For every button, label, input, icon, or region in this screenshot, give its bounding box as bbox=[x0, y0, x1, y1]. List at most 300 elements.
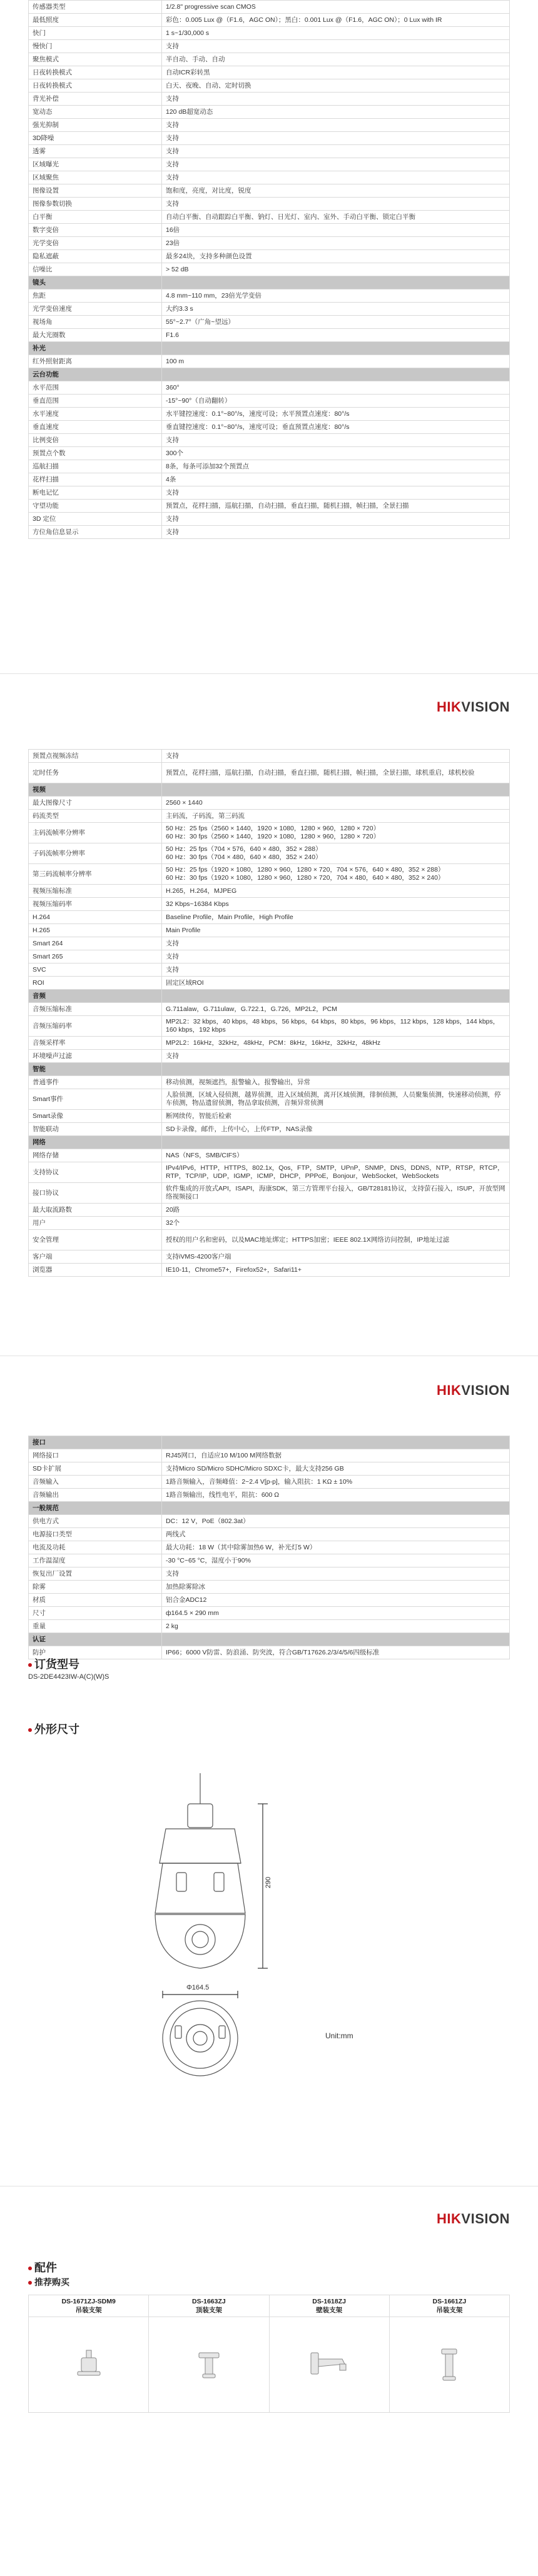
spec-key: 支持协议 bbox=[29, 1162, 162, 1183]
spec-key: 数字变倍 bbox=[29, 224, 162, 237]
spec-value: 23倍 bbox=[162, 237, 510, 250]
spec-key: 供电方式 bbox=[29, 1515, 162, 1528]
spec-value: 铝合金ADC12 bbox=[162, 1594, 510, 1607]
spec-row bbox=[29, 1489, 510, 1502]
spec-key: 最大光圈数 bbox=[29, 329, 162, 342]
spec-category-row bbox=[29, 1502, 510, 1515]
spec-value: 主码流，子码流，第三码流 bbox=[162, 810, 510, 823]
spec-key: 补光 bbox=[29, 342, 162, 355]
spec-category-row bbox=[29, 990, 510, 1003]
spec-value: 授权的用户名和密码，以及MAC地址绑定；HTTPS加密；IEEE 802.1X网络访问控制，IP地址过滤 bbox=[162, 1230, 510, 1250]
spec-key: 预置点个数 bbox=[29, 447, 162, 460]
spec-value: 支持 bbox=[162, 158, 510, 171]
spec-row bbox=[29, 1076, 510, 1089]
spec-value: 支持Micro SD/Micro SDHC/Micro SDXC卡，最大支持256 GB bbox=[162, 1462, 510, 1476]
spec-key: 智能 bbox=[29, 1063, 162, 1076]
spec-key: 视频压缩标准 bbox=[29, 885, 162, 898]
spec-key: 隐私遮蔽 bbox=[29, 250, 162, 263]
spec-key: Smart事件 bbox=[29, 1089, 162, 1110]
spec-row bbox=[29, 1037, 510, 1050]
spec-value: 支持 bbox=[162, 434, 510, 447]
spec-key: 智能联动 bbox=[29, 1123, 162, 1136]
spec-key: 巡航扫描 bbox=[29, 460, 162, 473]
order-heading: 订货型号 bbox=[28, 1656, 79, 1672]
accessory-cell: DS-1663ZJ 顶装支架 bbox=[149, 2295, 269, 2317]
spec-key: 3D 定位 bbox=[29, 513, 162, 526]
spec-row bbox=[29, 316, 510, 329]
spec-value: -30 °C~65 °C，湿度小于90% bbox=[162, 1554, 510, 1567]
accessory-image bbox=[149, 2317, 269, 2413]
spec-row bbox=[29, 1204, 510, 1217]
spec-value: 支持 bbox=[162, 145, 510, 158]
spec-key: SVC bbox=[29, 963, 162, 977]
spec-row bbox=[29, 750, 510, 763]
spec-row bbox=[29, 171, 510, 184]
spec-key: 视频压缩码率 bbox=[29, 898, 162, 911]
spec-category-row bbox=[29, 342, 510, 355]
spec-value bbox=[162, 990, 510, 1003]
spec-key: 网络存储 bbox=[29, 1149, 162, 1162]
spec-value bbox=[162, 1502, 510, 1515]
spec-key: 接口 bbox=[29, 1436, 162, 1449]
spec-row bbox=[29, 329, 510, 342]
spec-value: 支持 bbox=[162, 93, 510, 106]
spec-key: 云台功能 bbox=[29, 368, 162, 381]
spec-row bbox=[29, 1162, 510, 1183]
accessory-image bbox=[389, 2317, 509, 2413]
ceiling-bracket-icon bbox=[70, 2345, 108, 2383]
spec-row bbox=[29, 1528, 510, 1541]
spec-key: 电源接口类型 bbox=[29, 1528, 162, 1541]
spec-value: 白天、夜晚、自动、定时切换 bbox=[162, 79, 510, 93]
spec-value: IE10-11，Chrome57+，Firefox52+，Safari11+ bbox=[162, 1264, 510, 1277]
spec-key: 光学变倍速度 bbox=[29, 303, 162, 316]
spec-row bbox=[29, 1050, 510, 1063]
spec-value: 支持 bbox=[162, 1050, 510, 1063]
spec-value: 预置点，花样扫描，巡航扫描，自动扫描，垂直扫描，随机扫描，帧扫描，全景扫描，球机重启，球机校验 bbox=[162, 763, 510, 783]
spec-row bbox=[29, 1515, 510, 1528]
spec-row bbox=[29, 263, 510, 276]
dim-height: 290 bbox=[265, 1876, 272, 1888]
spec-row bbox=[29, 79, 510, 93]
dim-unit: Unit:mm bbox=[325, 2031, 353, 2040]
spec-row bbox=[29, 158, 510, 171]
spec-row bbox=[29, 823, 510, 843]
spec-key: 音频压缩码率 bbox=[29, 1016, 162, 1037]
spec-key: 快门 bbox=[29, 27, 162, 40]
accessories-heading: 配件 bbox=[28, 2259, 57, 2275]
spec-key: 音频压缩标准 bbox=[29, 1003, 162, 1016]
spec-value: 1路音频输出，线性电平，阻抗：600 Ω bbox=[162, 1489, 510, 1502]
spec-value: 最大功耗：18 W（其中除雾加热6 W，补光灯5 W） bbox=[162, 1541, 510, 1554]
spec-row bbox=[29, 1541, 510, 1554]
spec-row bbox=[29, 1449, 510, 1462]
spec-row bbox=[29, 977, 510, 990]
spec-category-row bbox=[29, 368, 510, 381]
spec-key: H.265 bbox=[29, 924, 162, 937]
spec-key: 最大图像尺寸 bbox=[29, 797, 162, 810]
spec-row bbox=[29, 460, 510, 473]
accessory-image bbox=[29, 2317, 149, 2413]
spec-key: 水平速度 bbox=[29, 408, 162, 421]
spec-key: 3D降噪 bbox=[29, 132, 162, 145]
spec-key: 环境噪声过滤 bbox=[29, 1050, 162, 1063]
spec-value: RJ45网口，自适应10 M/100 M网络数据 bbox=[162, 1449, 510, 1462]
spec-row bbox=[29, 797, 510, 810]
spec-row bbox=[29, 1003, 510, 1016]
spec-row bbox=[29, 526, 510, 539]
spec-key: 光学变倍 bbox=[29, 237, 162, 250]
spec-key: 客户端 bbox=[29, 1250, 162, 1264]
spec-row bbox=[29, 211, 510, 224]
spec-key: 接口协议 bbox=[29, 1183, 162, 1204]
spec-value: F1.6 bbox=[162, 329, 510, 342]
spec-table-2 bbox=[28, 749, 510, 1277]
brand-logo: HIKVISION bbox=[437, 2211, 510, 2226]
spec-value: 自动ICR彩转黑 bbox=[162, 66, 510, 79]
spec-key: 水平范围 bbox=[29, 381, 162, 395]
spec-row bbox=[29, 1462, 510, 1476]
spec-row bbox=[29, 40, 510, 53]
spec-value: 两线式 bbox=[162, 1528, 510, 1541]
spec-row bbox=[29, 14, 510, 27]
spec-row bbox=[29, 1089, 510, 1110]
spec-key: 焦距 bbox=[29, 289, 162, 303]
accessory-image bbox=[269, 2317, 389, 2413]
spec-key: ROI bbox=[29, 977, 162, 990]
spec-key: 信噪比 bbox=[29, 263, 162, 276]
spec-key: 音频 bbox=[29, 990, 162, 1003]
spec-key: H.264 bbox=[29, 911, 162, 924]
spec-value: H.265，H.264，MJPEG bbox=[162, 885, 510, 898]
order-model: DS-2DE4423IW-A(C)(W)S bbox=[28, 1673, 109, 1681]
spec-category-row bbox=[29, 1436, 510, 1449]
spec-row bbox=[29, 1567, 510, 1581]
brand-logo: HIKVISION bbox=[437, 699, 510, 715]
spec-row bbox=[29, 106, 510, 119]
spec-key: 守望功能 bbox=[29, 500, 162, 513]
spec-row bbox=[29, 963, 510, 977]
spec-key: 用户 bbox=[29, 1217, 162, 1230]
spec-value: > 52 dB bbox=[162, 263, 510, 276]
spec-key: 比例变倍 bbox=[29, 434, 162, 447]
spec-row bbox=[29, 911, 510, 924]
spec-row bbox=[29, 1250, 510, 1264]
spec-value: 20路 bbox=[162, 1204, 510, 1217]
spec-value: MP2L2：16kHz，32kHz，48kHz，PCM：8kHz，16kHz，32kHz，48kHz bbox=[162, 1037, 510, 1050]
spec-key: 透雾 bbox=[29, 145, 162, 158]
spec-value: 饱和度，亮度，对比度，锐度 bbox=[162, 184, 510, 198]
spec-value bbox=[162, 1633, 510, 1646]
spec-value: 100 m bbox=[162, 355, 510, 368]
spec-row bbox=[29, 1230, 510, 1250]
spec-value: 50 Hz：25 fps（2560 × 1440，1920 × 1080，1280 × 960，1280 × 720） 60 Hz：30 fps（2560 × 1440，1920 × 1080，1280 × 960，1280 × 720） bbox=[162, 823, 510, 843]
spec-value: 55°~2.7°（广角~望远） bbox=[162, 316, 510, 329]
spec-value: 水平键控速度：0.1°~80°/s，速度可设；水平预置点速度：80°/s bbox=[162, 408, 510, 421]
spec-value: 300个 bbox=[162, 447, 510, 460]
spec-key: 防护 bbox=[29, 1646, 162, 1659]
spec-value: 支持 bbox=[162, 526, 510, 539]
accessory-cell: DS-1671ZJ-SDM9 吊装支架 bbox=[29, 2295, 149, 2317]
spec-value: MP2L2：32 kbps，40 kbps，48 kbps，56 kbps，64 kbps，80 kbps，96 kbps，112 kbps，128 kbps，144 kbps，160 kbps，192 kbps bbox=[162, 1016, 510, 1037]
spec-key: 恢复出厂设置 bbox=[29, 1567, 162, 1581]
spec-key: 视场角 bbox=[29, 316, 162, 329]
spec-key: Smart 265 bbox=[29, 950, 162, 963]
spec-value: 支持 bbox=[162, 513, 510, 526]
spec-key: 工作温湿度 bbox=[29, 1554, 162, 1567]
spec-key: 图像设置 bbox=[29, 184, 162, 198]
spec-value: 8条，每条可添加32个预置点 bbox=[162, 460, 510, 473]
spec-row bbox=[29, 93, 510, 106]
spec-key: 最低照度 bbox=[29, 14, 162, 27]
spec-row bbox=[29, 66, 510, 79]
spec-key: 传感器类型 bbox=[29, 1, 162, 14]
spec-value: 自动白平衡、自动跟踪白平衡、钠灯、日光灯、室内、室外、手动白平衡、锁定白平衡 bbox=[162, 211, 510, 224]
spec-row bbox=[29, 408, 510, 421]
spec-key: 区域曝光 bbox=[29, 158, 162, 171]
spec-key: 垂直速度 bbox=[29, 421, 162, 434]
spec-value: 支持 bbox=[162, 40, 510, 53]
spec-value: 支持 bbox=[162, 1567, 510, 1581]
spec-row bbox=[29, 395, 510, 408]
spec-value: 120 dB超宽动态 bbox=[162, 106, 510, 119]
spec-row bbox=[29, 421, 510, 434]
spec-value: 移动侦测，视频遮挡，报警输入，报警输出，异常 bbox=[162, 1076, 510, 1089]
spec-key: 主码流帧率分辨率 bbox=[29, 823, 162, 843]
spec-row bbox=[29, 289, 510, 303]
spec-value: 预置点，花样扫描，巡航扫描，自动扫描，垂直扫描，随机扫描，帧扫描，全景扫描 bbox=[162, 500, 510, 513]
spec-row bbox=[29, 1476, 510, 1489]
spec-key: 电流及功耗 bbox=[29, 1541, 162, 1554]
dimensions-heading: 外形尺寸 bbox=[28, 1721, 79, 1737]
spec-value: 最多24块，支持多种颜色设置 bbox=[162, 250, 510, 263]
spec-key: 日夜转换模式 bbox=[29, 66, 162, 79]
spec-row bbox=[29, 1183, 510, 1204]
spec-table-1 bbox=[28, 0, 510, 539]
spec-row bbox=[29, 1123, 510, 1136]
spec-value: 360° bbox=[162, 381, 510, 395]
spec-key: 垂直范围 bbox=[29, 395, 162, 408]
spec-value: 支持iVMS-4200客户端 bbox=[162, 1250, 510, 1264]
spec-key: 第三码流帧率分辨率 bbox=[29, 864, 162, 885]
spec-value: 支持 bbox=[162, 132, 510, 145]
spec-row bbox=[29, 473, 510, 486]
spec-category-row bbox=[29, 1136, 510, 1149]
spec-row bbox=[29, 1149, 510, 1162]
spec-row bbox=[29, 500, 510, 513]
spec-key: 一般规范 bbox=[29, 1502, 162, 1515]
spec-value: 1/2.8" progressive scan CMOS bbox=[162, 1, 510, 14]
spec-row bbox=[29, 924, 510, 937]
spec-row bbox=[29, 864, 510, 885]
spec-value: 50 Hz：25 fps（704 × 576，640 × 480，352 × 288） 60 Hz：30 fps（704 × 480，640 × 480，352 × 240） bbox=[162, 843, 510, 864]
spec-row bbox=[29, 950, 510, 963]
spec-key: 慢快门 bbox=[29, 40, 162, 53]
spec-row bbox=[29, 224, 510, 237]
spec-row bbox=[29, 1620, 510, 1633]
accessory-cell: DS-1661ZJ 吊装支架 bbox=[389, 2295, 509, 2317]
pendant-mount-icon bbox=[190, 2345, 228, 2383]
spec-value: 垂直键控速度：0.1°~80°/s，速度可设；垂直预置点速度：80°/s bbox=[162, 421, 510, 434]
spec-key: 视频 bbox=[29, 783, 162, 797]
spec-value: 支持 bbox=[162, 171, 510, 184]
spec-row bbox=[29, 763, 510, 783]
spec-key: 网络 bbox=[29, 1136, 162, 1149]
spec-category-row bbox=[29, 276, 510, 289]
spec-key: 认证 bbox=[29, 1633, 162, 1646]
dim-diameter: Φ164.5 bbox=[186, 1984, 210, 1991]
dimension-drawing bbox=[113, 1769, 425, 2095]
spec-value bbox=[162, 368, 510, 381]
spec-row bbox=[29, 355, 510, 368]
spec-row bbox=[29, 1264, 510, 1277]
spec-key: 预置点视频冻结 bbox=[29, 750, 162, 763]
spec-value: 断网续传，智能后检索 bbox=[162, 1110, 510, 1123]
spec-value: IP66；6000 V防雷、防浪涌、防突波，符合GB/T17626.2/3/4/5/6四级标准 bbox=[162, 1646, 510, 1659]
spec-value: 彩色：0.005 Lux @（F1.6，AGC ON）；黑白：0.001 Lux @（F1.6，AGC ON）；0 Lux with IR bbox=[162, 14, 510, 27]
spec-key: 图像参数切换 bbox=[29, 198, 162, 211]
spec-value: DC：12 V，PoE（802.3at） bbox=[162, 1515, 510, 1528]
spec-key: 镜头 bbox=[29, 276, 162, 289]
spec-value: 支持 bbox=[162, 119, 510, 132]
spec-value: 支持 bbox=[162, 750, 510, 763]
recommended-heading: 推荐购买 bbox=[28, 2276, 69, 2288]
spec-category-row bbox=[29, 1063, 510, 1076]
spec-value: 2 kg bbox=[162, 1620, 510, 1633]
spec-key: 断电记忆 bbox=[29, 486, 162, 500]
spec-key: 日夜转换模式 bbox=[29, 79, 162, 93]
accessories-table bbox=[28, 2295, 510, 2413]
spec-key: 音频输入 bbox=[29, 1476, 162, 1489]
spec-value: 大约3.3 s bbox=[162, 303, 510, 316]
spec-row bbox=[29, 810, 510, 823]
spec-row bbox=[29, 1554, 510, 1567]
spec-table-3 bbox=[28, 1436, 510, 1659]
spec-row bbox=[29, 937, 510, 950]
spec-key: 最大取流路数 bbox=[29, 1204, 162, 1217]
spec-key: 普通事件 bbox=[29, 1076, 162, 1089]
spec-row bbox=[29, 132, 510, 145]
spec-value: 半自动、手动、自动 bbox=[162, 53, 510, 66]
spec-value bbox=[162, 1436, 510, 1449]
spec-row bbox=[29, 513, 510, 526]
spec-row bbox=[29, 145, 510, 158]
spec-row bbox=[29, 27, 510, 40]
spec-key: 方位角信息显示 bbox=[29, 526, 162, 539]
spec-key: 码流类型 bbox=[29, 810, 162, 823]
spec-key: Smart录像 bbox=[29, 1110, 162, 1123]
spec-value: 50 Hz：25 fps（1920 × 1080，1280 × 960，1280 × 720，704 × 576，640 × 480，352 × 288） 60 Hz：30 fps（1920 × 1080，1280 × 960，1280 × 720，704 × 480，640 × 480，352 × 240） bbox=[162, 864, 510, 885]
pole-mount-icon bbox=[430, 2345, 468, 2383]
spec-row bbox=[29, 1646, 510, 1659]
spec-category-row bbox=[29, 1633, 510, 1646]
spec-row bbox=[29, 381, 510, 395]
spec-key: 材质 bbox=[29, 1594, 162, 1607]
spec-row bbox=[29, 119, 510, 132]
spec-row bbox=[29, 1217, 510, 1230]
spec-value: 32个 bbox=[162, 1217, 510, 1230]
spec-row bbox=[29, 843, 510, 864]
spec-value: G.711alaw，G.711ulaw，G.722.1，G.726，MP2L2，PCM bbox=[162, 1003, 510, 1016]
spec-value: 支持 bbox=[162, 198, 510, 211]
spec-value bbox=[162, 342, 510, 355]
spec-value: 16倍 bbox=[162, 224, 510, 237]
spec-key: Smart 264 bbox=[29, 937, 162, 950]
spec-value: ф164.5 × 290 mm bbox=[162, 1607, 510, 1620]
spec-row bbox=[29, 303, 510, 316]
spec-row bbox=[29, 898, 510, 911]
spec-value bbox=[162, 1063, 510, 1076]
spec-row bbox=[29, 1, 510, 14]
spec-value: 2560 × 1440 bbox=[162, 797, 510, 810]
spec-value: NAS（NFS，SMB/CIFS） bbox=[162, 1149, 510, 1162]
spec-row bbox=[29, 434, 510, 447]
spec-key: 宽动态 bbox=[29, 106, 162, 119]
spec-value: 32 Kbps~16384 Kbps bbox=[162, 898, 510, 911]
spec-value: 1 s~1/30,000 s bbox=[162, 27, 510, 40]
spec-value: 4.8 mm~110 mm，23倍光学变倍 bbox=[162, 289, 510, 303]
spec-key: 聚焦模式 bbox=[29, 53, 162, 66]
spec-row bbox=[29, 198, 510, 211]
spec-row bbox=[29, 1607, 510, 1620]
spec-value: Main Profile bbox=[162, 924, 510, 937]
spec-value: 支持 bbox=[162, 950, 510, 963]
spec-value: Baseline Profile，Main Profile，High Profile bbox=[162, 911, 510, 924]
page-divider bbox=[0, 673, 538, 674]
spec-row bbox=[29, 250, 510, 263]
spec-key: 花样扫描 bbox=[29, 473, 162, 486]
spec-value: 软件集成的开放式API，ISAPI，海康SDK，第三方管理平台接入，GB/T28181协议，支持萤石接入，ISUP，开放型网络视频接口 bbox=[162, 1183, 510, 1204]
spec-key: SD卡扩展 bbox=[29, 1462, 162, 1476]
spec-key: 浏览器 bbox=[29, 1264, 162, 1277]
spec-value: -15°~90°（自动翻转） bbox=[162, 395, 510, 408]
spec-key: 区域聚焦 bbox=[29, 171, 162, 184]
spec-row bbox=[29, 184, 510, 198]
spec-value: 固定区域ROI bbox=[162, 977, 510, 990]
spec-value: 4条 bbox=[162, 473, 510, 486]
spec-row bbox=[29, 1594, 510, 1607]
spec-value bbox=[162, 783, 510, 797]
spec-key: 子码流帧率分辨率 bbox=[29, 843, 162, 864]
brand-logo: HIKVISION bbox=[437, 1382, 510, 1398]
spec-key: 背光补偿 bbox=[29, 93, 162, 106]
spec-row bbox=[29, 1581, 510, 1594]
spec-value: 支持 bbox=[162, 486, 510, 500]
spec-value: IPv4/IPv6，HTTP，HTTPS，802.1x，Qos，FTP，SMTP，UPnP，SNMP，DNS，DDNS，NTP，RTSP，RTCP，RTP，TCP/IP，UDP，IGMP，ICMP，DHCP，PPPoE，Bonjour，WebSocket，WebSockets bbox=[162, 1162, 510, 1183]
spec-value: 支持 bbox=[162, 963, 510, 977]
wall-bracket-icon bbox=[307, 2345, 351, 2383]
spec-row bbox=[29, 447, 510, 460]
spec-key: 强光抑制 bbox=[29, 119, 162, 132]
spec-value bbox=[162, 1136, 510, 1149]
spec-key: 除雾 bbox=[29, 1581, 162, 1594]
spec-key: 网络接口 bbox=[29, 1449, 162, 1462]
spec-key: 红外照射距离 bbox=[29, 355, 162, 368]
accessory-cell: DS-1618ZJ 壁装支架 bbox=[269, 2295, 389, 2317]
spec-value: SD卡录像，邮件，上传中心，上传FTP，NAS录像 bbox=[162, 1123, 510, 1136]
spec-key: 定时任务 bbox=[29, 763, 162, 783]
spec-row bbox=[29, 486, 510, 500]
spec-key: 白平衡 bbox=[29, 211, 162, 224]
spec-value bbox=[162, 276, 510, 289]
spec-key: 音频输出 bbox=[29, 1489, 162, 1502]
spec-key: 尺寸 bbox=[29, 1607, 162, 1620]
spec-row bbox=[29, 53, 510, 66]
spec-key: 安全管理 bbox=[29, 1230, 162, 1250]
spec-value: 加热除雾除冰 bbox=[162, 1581, 510, 1594]
spec-row bbox=[29, 1110, 510, 1123]
spec-category-row bbox=[29, 783, 510, 797]
